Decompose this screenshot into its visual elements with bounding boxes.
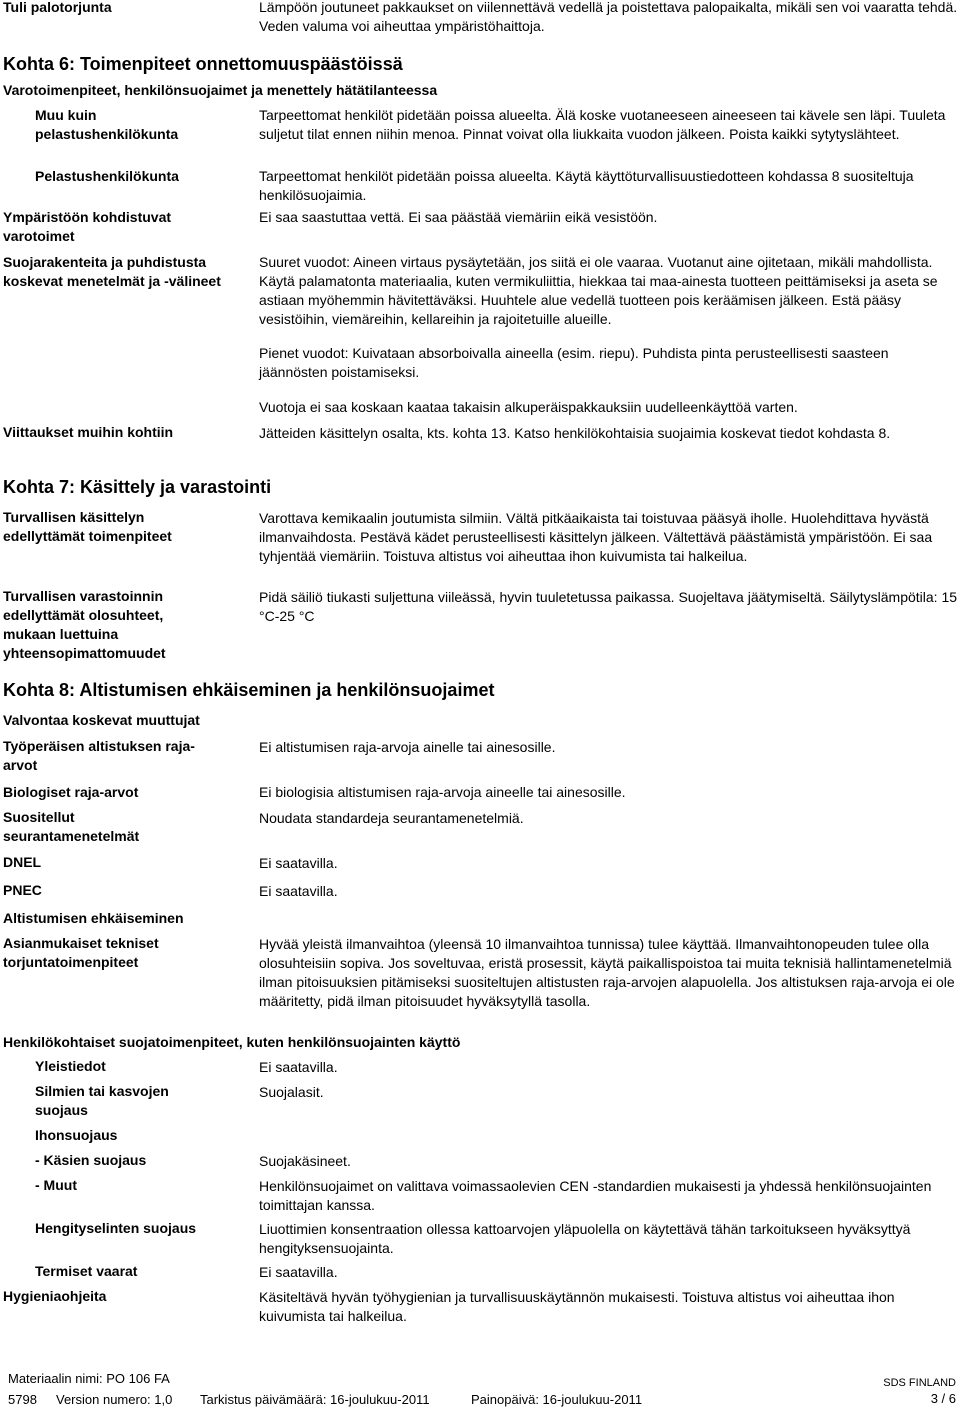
emergency-responders-value: Tarpeettomat henkilöt pidetään poissa alueelta. Käytä käyttöturvallisuustiedotteen kohdassa 8 suositeltuja henkilösuojaimia. [259,168,914,203]
engineering-controls-value: Hyvää yleistä ilmanvaihtoa (yleensä 10 ilmanvaihtoa tunnissa) tulee käyttää. Ilmanvaihtonopeuden tulee olla olosuhteisiin sopiva. Jos soveltuvaa, eristä prosessit, käytä paikallispoistoa tai muita teknisiä hallintamenetelmiä ilman pitoisuuksien pitämiseksi suositeltujen altistusten raja-arvojen alapuolella. Jos altistuksen raja-arvoja ei ole määritetty, pidä ilman pitoisuudet hyväksytyllä tasolla. [259,936,955,1009]
safe-storage-label: Turvallisen varastoinnin edellyttämät olosuhteet, mukaan luettuina yhteensopimattomuudet [3,588,166,661]
hand-protection-label: - Käsien suojaus [35,1152,147,1168]
safe-handling-label: Turvallisen käsittelyn edellyttämät toimenpiteet [3,509,172,544]
general-info-value: Ei saatavilla. [259,1059,338,1075]
emergency-responders-label: Pelastushenkilökunta [35,168,179,184]
environmental-precautions-value: Ei saa saastuttaa vettä. Ei saa päästää viemäriin eikä vesistöön. [259,209,658,225]
safe-storage-value: Pidä säiliö tiukasti suljettuna viileässä, hyvin tuuletetussa paikassa. Suojeltava jäätymiseltä. Säilytyslämpötila: 15 °C-25 °C [259,589,958,624]
footer-material-name: Materiaalin nimi: PO 106 FA [8,1371,170,1386]
footer-sds-region: SDS FINLAND [883,1377,956,1389]
section-6-title: Kohta 6: Toimenpiteet onnettomuuspäästöissä [3,54,403,74]
occupational-limits-value: Ei altistumisen raja-arvoja ainelle tai ainesosille. [259,739,556,755]
containment-value-large-spills: Suuret vuodot: Aineen virtaus pysäytetään, jos siitä ei ole vaaraa. Vuotanut aine ojitetaan, mikäli mahdollista. Käytä palamatonta materiaalia, kuten vermikuliittia, hiekkaa tai maa-ainesta tuotteen peittämiseksi ja aseta se astiaan myöhemmin hävitettäväksi. Huuhtele alue vedellä tuotteen pois keräämisen jälkeen. Estä pääsy vesistöihin, viemäreihin, kellareihin ja rajoitetuille alueille. [259,254,938,327]
eye-protection-value: Suojalasit. [259,1084,324,1100]
dnel-value: Ei saatavilla. [259,855,338,871]
respiratory-protection-label: Hengityselinten suojaus [35,1220,197,1236]
other-protection-value: Henkilönsuojaimet on valittava voimassaolevien CEN -standardien mukaisesti ja yhdessä henkilönsuojainten toimittajan kanssa. [259,1178,932,1213]
safe-handling-value: Varottava kemikaalin joutumista silmiin. Vältä pitkäaikaista tai toistuvaa pääsyä iholle. Huolehdittava hyvästä ilmanvaihdosta. Pestävä kädet perusteellisesti käsittelyn jälkeen. Vältettävä päästämistä ympäristöön. Ei saa tyhjentää viemäriin. Toistuva altistus voi aiheuttaa ihon kuivumista tai halkeilua. [259,510,933,564]
footer-page-number: 3 / 6 [930,1391,956,1406]
biological-limits-label: Biologiset raja-arvot [3,784,139,800]
personal-protection-heading: Henkilökohtaiset suojatoimenpiteet, kuten henkilönsuojainten käyttö [3,1034,461,1050]
occupational-limits-label: Työperäisen altistuksen raja-arvot [3,738,195,773]
control-parameters-heading: Valvontaa koskevat muuttujat [3,712,200,728]
other-protection-label: - Muut [35,1177,77,1193]
dnel-label: DNEL [3,854,42,870]
engineering-controls-label: Asianmukaiset tekniset torjuntatoimenpiteet [3,935,159,970]
general-info-label: Yleistiedot [35,1058,106,1074]
hygiene-label: Hygieniaohjeita [3,1288,107,1304]
pnec-label: PNEC [3,882,42,898]
hand-protection-value: Suojakäsineet. [259,1153,351,1169]
respiratory-protection-value: Liuottimien konsentraation ollessa kattoarvojen yläpuolella on käytettävä tähän tarkoitukseen hyväksyttyä hengityksensuojainta. [259,1221,911,1256]
environmental-precautions-label: Ympäristöön kohdistuvat varotoimet [3,209,172,244]
fire-fighting-value: Lämpöön joutuneet pakkaukset on viilennettävä vedellä ja poistettava palopaikalta, mikäli sen voi vaaratta tehdä. Veden valuma voi aiheuttaa ympäristöhaittoja. [259,0,958,34]
footer-version: Version numero: 1,0 [56,1392,173,1407]
section-6-subtitle: Varotoimenpiteet, henkilönsuojaimet ja menettely hätätilanteessa [3,82,438,98]
non-emergency-label: Muu kuin pelastushenkilökunta [35,107,179,142]
thermal-hazards-label: Termiset vaarat [35,1263,138,1279]
thermal-hazards-value: Ei saatavilla. [259,1264,338,1280]
section-8-title: Kohta 8: Altistumisen ehkäiseminen ja henkilönsuojaimet [3,680,495,700]
references-label: Viittaukset muihin kohtiin [3,424,174,440]
monitoring-label: Suositellut seurantamenetelmät [3,809,140,844]
section-7-title: Kohta 7: Käsittely ja varastointi [3,477,272,497]
containment-value-small-spills: Pienet vuodot: Kuivataan absorboivalla aineella (esim. riepu). Puhdista pinta perusteellisesti saasteen jäännösten poistamiseksi. [259,345,889,380]
non-emergency-value: Tarpeettomat henkilöt pidetään poissa alueelta. Älä koske vuotaneeseen aineeseen tai kävele sen läpi. Tuuleta suljetut tilat ennen niihin menoa. Pinnat voivat olla liukkaita vuodon jälkeen. Poista kaikki sytytyslähteet. [259,107,946,142]
references-value: Jätteiden käsittelyn osalta, kts. kohta 13. Katso henkilökohtaisia suojaimia koskevat tiedot kohdasta 8. [259,425,891,441]
skin-protection-label: Ihonsuojaus [35,1127,118,1143]
footer-id: 5798 [8,1392,37,1407]
exposure-controls-heading: Altistumisen ehkäiseminen [3,910,184,926]
monitoring-value: Noudata standardeja seurantamenetelmiä. [259,810,524,826]
footer-print-date: Painopäivä: 16-joulukuu-2011 [471,1392,643,1407]
biological-limits-value: Ei biologisia altistumisen raja-arvoja aineelle tai ainesosille. [259,784,626,800]
containment-value-never-return: Vuotoja ei saa koskaan kaataa takaisin alkuperäispakkauksiin uudelleenkäyttöä varten. [259,399,798,415]
eye-protection-label: Silmien tai kasvojen suojaus [35,1083,169,1118]
containment-label: Suojarakenteita ja puhdistusta koskevat menetelmät ja -välineet [3,254,221,289]
hygiene-value: Käsiteltävä hyvän työhygienian ja turvallisuuskäytännön mukaisesti. Toistuva altistus voi aiheuttaa ihon kuivumista tai halkeilua. [259,1289,895,1324]
footer-revision-date: Tarkistus päivämäärä: 16-joulukuu-2011 [200,1392,430,1407]
pnec-value: Ei saatavilla. [259,883,338,899]
fire-fighting-label: Tuli palotorjunta [3,0,112,15]
